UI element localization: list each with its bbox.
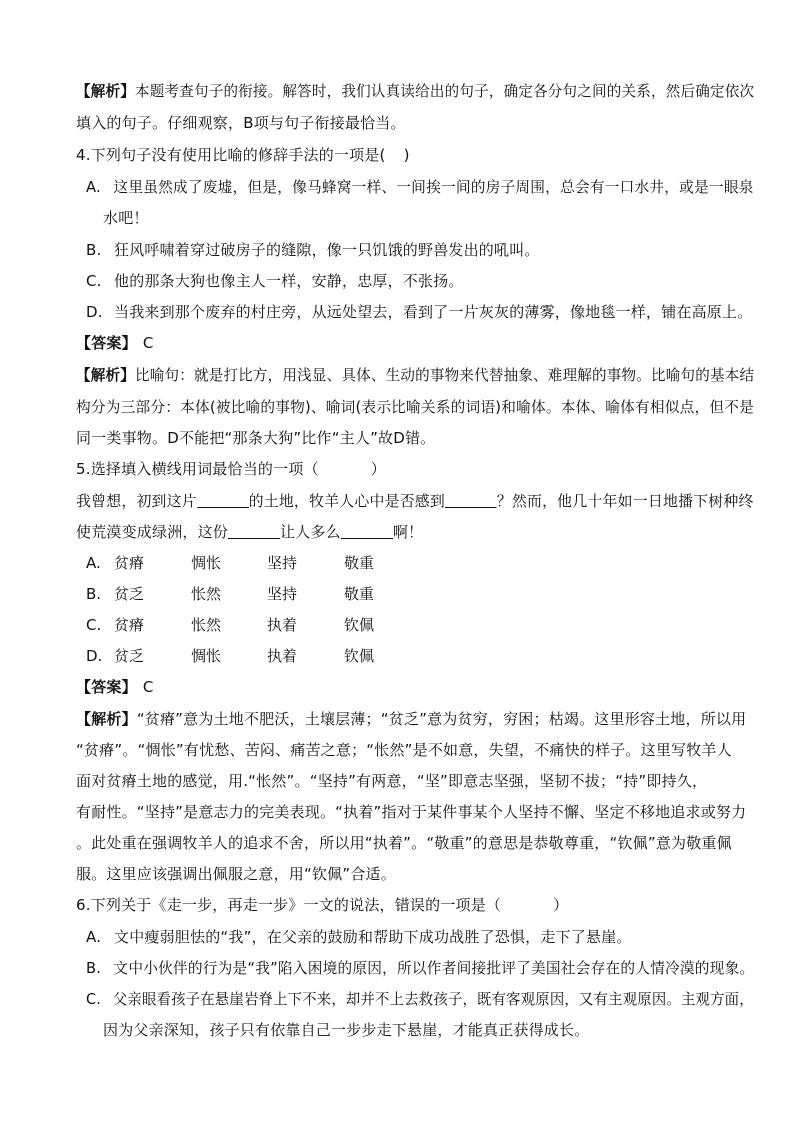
option-c bbox=[86, 271, 464, 291]
analysis-tag: 【解析】 bbox=[76, 82, 135, 100]
analysis-tag: 【解析】 bbox=[76, 710, 137, 728]
option-word: 敬重 bbox=[344, 554, 375, 572]
analysis-line bbox=[76, 864, 396, 884]
option-word: 坚持 bbox=[267, 585, 298, 603]
option-text: 文中瘦弱胆怯的“我”，在父亲的鼓励和帮助下成功战胜了恐惧，走下了悬崖。 bbox=[114, 928, 632, 946]
sentence-part: 使荒漠变成绿洲，这份 bbox=[76, 523, 229, 541]
sentence-part: 我曾想，初到这片 bbox=[76, 492, 197, 510]
option-b bbox=[86, 958, 754, 978]
question-5-stem bbox=[76, 459, 386, 479]
option-c-cont bbox=[103, 1020, 589, 1040]
analysis-text: 填入的句子。仔细观察，B项与句子衔接最恰当。 bbox=[76, 114, 406, 132]
analysis-line bbox=[76, 365, 754, 385]
answer-line bbox=[76, 333, 154, 353]
option-word: 怅然 bbox=[191, 616, 222, 634]
analysis-text: 面对贫瘠土地的感觉，用.“怅然”。“坚持”有两意，“坚”即意志坚强，坚韧不拔；“持”即持久， bbox=[76, 772, 708, 790]
option-text: 他的那条大狗也像主人一样，安静，忠厚，不张扬。 bbox=[114, 272, 464, 290]
option-letter: A. bbox=[86, 178, 101, 196]
option-letter: B. bbox=[86, 241, 102, 259]
blank-4[interactable] bbox=[341, 524, 393, 539]
option-text: 文中小伙伴的行为是“我”陷入困境的原因，所以作者间接批评了美国社会存在的人情冷漠的现象。 bbox=[113, 959, 755, 977]
option-word: 钦佩 bbox=[344, 647, 375, 665]
answer-tag: 【答案】 bbox=[76, 678, 137, 696]
question-stem-close: ） bbox=[553, 896, 569, 914]
question-stem-text: 4.下列句子没有使用比喻的修辞手法的一项是( bbox=[76, 146, 386, 164]
analysis-line bbox=[76, 833, 732, 853]
option-word: 执着 bbox=[267, 616, 298, 634]
answer-line bbox=[76, 677, 154, 697]
analysis-text: 服。这里应该强调出佩服之意，用“钦佩”合适。 bbox=[76, 865, 396, 883]
option-text: 因为父亲深知，孩子只有依靠自己一步步走下悬崖，才能真正获得成长。 bbox=[103, 1021, 590, 1039]
analysis-line bbox=[76, 709, 746, 729]
sentence-part: ？然而，他几十年如一日地播下树种终 bbox=[496, 492, 754, 510]
fill-sentence-line bbox=[76, 522, 423, 542]
analysis-text: 同一类事物。D不能把“那条大狗”比作“主人”故D错。 bbox=[76, 429, 436, 447]
analysis-line bbox=[76, 802, 746, 822]
option-text: 这里虽然成了废墟，但是，像马蜂窝一样、一间挨一间的房子周围，总会有一口水井，或是一眼泉 bbox=[113, 178, 754, 196]
blank-1[interactable] bbox=[197, 493, 249, 508]
option-a bbox=[86, 927, 632, 947]
option-letter: D. bbox=[86, 303, 103, 321]
question-6-stem bbox=[76, 895, 568, 915]
fill-sentence-line bbox=[76, 491, 754, 511]
sentence-part: 让人多么 bbox=[280, 523, 341, 541]
option-text: 父亲眼看孩子在悬崖岩脊上下不来，却并不上去救孩子，既有客观原因，又有主观原因。主观方面， bbox=[112, 990, 754, 1008]
option-word: 坚持 bbox=[267, 554, 298, 572]
option-word: 惆怅 bbox=[191, 554, 222, 572]
analysis-text: 构分为三部分：本体(被比喻的事物)、喻词(表示比喻关系的词语)和喻体。本体、喻体有相似点，但不是 bbox=[76, 398, 755, 416]
option-letter: B. bbox=[86, 585, 102, 603]
analysis-text: “贫瘠”意为土地不肥沃，土壤层薄；“贫乏”意为贫穷，穷困；枯竭。这里形容土地，所以用 bbox=[136, 710, 747, 728]
question-stem-close: ) bbox=[403, 146, 410, 164]
question-stem-close: ） bbox=[370, 460, 386, 478]
option-letter: A. bbox=[86, 554, 101, 572]
option-word: 惆怅 bbox=[191, 647, 222, 665]
answer-tag: 【答案】 bbox=[76, 334, 137, 352]
option-a bbox=[86, 177, 754, 197]
question-4-stem bbox=[76, 145, 410, 165]
option-c bbox=[86, 989, 754, 1009]
option-word: 贫瘠 bbox=[114, 554, 145, 572]
option-word: 执着 bbox=[267, 647, 298, 665]
analysis-text: “贫瘠”。“惆怅”有忧愁、苦闷、痛苦之意；“怅然”是不如意，失望，不痛快的样子。这里写牧羊人 bbox=[76, 741, 732, 759]
option-a-cont bbox=[103, 208, 149, 228]
analysis-text: 比喻句：就是打比方，用浅显、具体、生动的事物来代替抽象、难理解的事物。比喻句的基本结 bbox=[134, 366, 755, 384]
answer-value: C bbox=[142, 678, 154, 696]
option-letter: B. bbox=[86, 959, 102, 977]
option-word: 敬重 bbox=[344, 585, 375, 603]
sentence-part: 啊！ bbox=[392, 523, 424, 541]
blank-3[interactable] bbox=[228, 524, 280, 539]
option-word: 怅然 bbox=[191, 585, 222, 603]
question-stem-text: 5.选择填入横线用词最恰当的一项（ bbox=[76, 460, 319, 478]
analysis-text: 本题考查句子的衔接。解答时，我们认真读给出的句子，确定各分句之间的关系，然后确定依次 bbox=[134, 82, 755, 100]
option-word: 贫乏 bbox=[114, 647, 145, 665]
option-d bbox=[86, 302, 752, 322]
analysis-tag: 【解析】 bbox=[76, 366, 135, 384]
analysis-line bbox=[76, 113, 406, 133]
option-letter: A. bbox=[86, 928, 102, 946]
sentence-part: 的土地，牧羊人心中是否感到 bbox=[248, 492, 446, 510]
analysis-line bbox=[76, 740, 732, 760]
analysis-line bbox=[76, 771, 707, 791]
question-stem-text: 6.下列关于《走一步，再走一步》一文的说法，错误的一项是（ bbox=[76, 896, 502, 914]
blank-2[interactable] bbox=[445, 493, 497, 508]
option-text: 水吧！ bbox=[103, 209, 149, 227]
option-letter: D. bbox=[86, 647, 103, 665]
option-word: 贫乏 bbox=[114, 585, 145, 603]
option-text: 狂风呼啸着穿过破房子的缝隙，像一只饥饿的野兽发出的吼叫。 bbox=[114, 241, 540, 259]
option-word: 钦佩 bbox=[344, 616, 375, 634]
option-b bbox=[86, 240, 540, 260]
analysis-line bbox=[76, 81, 754, 101]
option-letter: C. bbox=[86, 616, 102, 634]
option-word: 贫瘠 bbox=[114, 616, 145, 634]
option-letter: C. bbox=[86, 272, 102, 290]
analysis-text: 。此处重在强调牧羊人的追求不舍，所以用“执着”。“敬重”的意思是恭敬尊重，“钦佩”意为敬重佩 bbox=[76, 834, 732, 852]
analysis-text: 有耐性。“坚持”是意志力的完美表现。“执着”指对于某件事某个人坚持不懈、坚定不移地追求或努力 bbox=[76, 803, 747, 821]
option-text: 当我来到那个废弃的村庄旁，从远处望去，看到了一片灰灰的薄雾，像地毯一样，铺在高原上。 bbox=[114, 303, 753, 321]
option-letter: C. bbox=[86, 990, 102, 1008]
analysis-line bbox=[76, 428, 435, 448]
answer-value: C bbox=[142, 334, 154, 352]
analysis-line bbox=[76, 397, 754, 417]
